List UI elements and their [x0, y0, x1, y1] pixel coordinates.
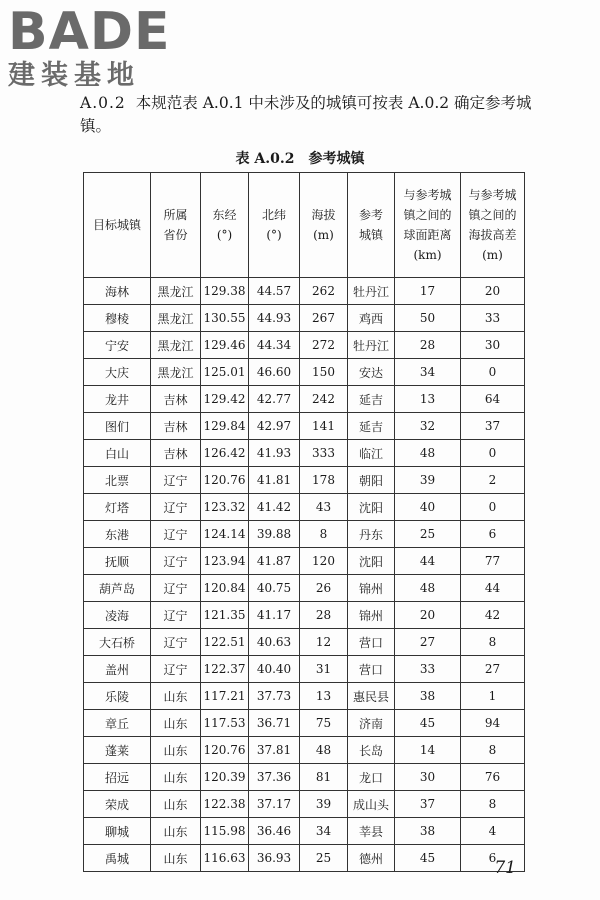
- table-row: [84, 710, 525, 737]
- table-row: [84, 791, 525, 818]
- cell-target-town: 凌海: [84, 602, 151, 629]
- cell-province: 黑龙江: [151, 332, 201, 359]
- cell-distance: 45: [395, 710, 461, 737]
- cell-reference-town: 延吉: [348, 386, 395, 413]
- cell-altitude: 262: [300, 278, 348, 305]
- cell-target-town: 盖州: [84, 656, 151, 683]
- cell-reference-town: 鸡西: [348, 305, 395, 332]
- cell-distance: 30: [395, 764, 461, 791]
- cell-altitude-diff: 44: [461, 575, 525, 602]
- cell-distance: 38: [395, 818, 461, 845]
- cell-target-town: 白山: [84, 440, 151, 467]
- cell-target-town: 图们: [84, 413, 151, 440]
- cell-altitude-diff: 94: [461, 710, 525, 737]
- cell-longitude: 120.39: [201, 764, 249, 791]
- cell-reference-town: 惠民县: [348, 683, 395, 710]
- cell-target-town: 大石桥: [84, 629, 151, 656]
- cell-reference-town: 营口: [348, 629, 395, 656]
- cell-latitude: 36.71: [249, 710, 300, 737]
- cell-distance: 39: [395, 467, 461, 494]
- cell-reference-town: 锦州: [348, 575, 395, 602]
- cell-reference-town: 锦州: [348, 602, 395, 629]
- cell-target-town: 蓬莱: [84, 737, 151, 764]
- cell-altitude: 13: [300, 683, 348, 710]
- cell-latitude: 44.57: [249, 278, 300, 305]
- cell-altitude-diff: 8: [461, 791, 525, 818]
- cell-latitude: 41.87: [249, 548, 300, 575]
- cell-province: 辽宁: [151, 656, 201, 683]
- cell-target-town: 北票: [84, 467, 151, 494]
- cell-latitude: 36.46: [249, 818, 300, 845]
- table-row: [84, 764, 525, 791]
- cell-altitude: 43: [300, 494, 348, 521]
- cell-longitude: 122.51: [201, 629, 249, 656]
- cell-longitude: 130.55: [201, 305, 249, 332]
- header-latitude: 北纬 (°): [249, 173, 300, 278]
- cell-altitude: 28: [300, 602, 348, 629]
- table-row: [84, 575, 525, 602]
- table-row: [84, 467, 525, 494]
- cell-target-town: 聊城: [84, 818, 151, 845]
- cell-altitude-diff: 0: [461, 440, 525, 467]
- cell-target-town: 大庆: [84, 359, 151, 386]
- cell-altitude: 75: [300, 710, 348, 737]
- cell-province: 黑龙江: [151, 278, 201, 305]
- cell-altitude-diff: 30: [461, 332, 525, 359]
- cell-altitude: 178: [300, 467, 348, 494]
- cell-reference-town: 牡丹江: [348, 278, 395, 305]
- table-header-row: [84, 173, 525, 278]
- cell-target-town: 葫芦岛: [84, 575, 151, 602]
- cell-reference-town: 沈阳: [348, 548, 395, 575]
- table-row: [84, 359, 525, 386]
- cell-distance: 33: [395, 656, 461, 683]
- cell-altitude: 81: [300, 764, 348, 791]
- logo-wordmark: BADE: [8, 2, 171, 62]
- cell-longitude: 116.63: [201, 845, 249, 872]
- cell-longitude: 129.84: [201, 413, 249, 440]
- cell-latitude: 40.63: [249, 629, 300, 656]
- cell-altitude-diff: 37: [461, 413, 525, 440]
- cell-longitude: 125.01: [201, 359, 249, 386]
- cell-latitude: 41.93: [249, 440, 300, 467]
- cell-reference-town: 济南: [348, 710, 395, 737]
- cell-province: 黑龙江: [151, 305, 201, 332]
- logo-subtitle: 建装基地: [8, 60, 140, 91]
- table-row: [84, 548, 525, 575]
- cell-longitude: 122.37: [201, 656, 249, 683]
- cell-distance: 13: [395, 386, 461, 413]
- cell-longitude: 120.76: [201, 737, 249, 764]
- cell-latitude: 41.17: [249, 602, 300, 629]
- cell-altitude-diff: 20: [461, 278, 525, 305]
- cell-longitude: 124.14: [201, 521, 249, 548]
- cell-distance: 50: [395, 305, 461, 332]
- cell-latitude: 37.81: [249, 737, 300, 764]
- cell-latitude: 40.75: [249, 575, 300, 602]
- cell-target-town: 招远: [84, 764, 151, 791]
- cell-province: 辽宁: [151, 575, 201, 602]
- cell-altitude-diff: 2: [461, 467, 525, 494]
- cell-distance: 17: [395, 278, 461, 305]
- cell-altitude-diff: 64: [461, 386, 525, 413]
- cell-distance: 34: [395, 359, 461, 386]
- clause-number: A.0.2: [80, 94, 126, 112]
- table-row: [84, 521, 525, 548]
- cell-province: 辽宁: [151, 521, 201, 548]
- table-title: 表 A.0.2 参考城镇: [235, 151, 365, 167]
- header-altitude: 海拔 (m): [300, 173, 348, 278]
- cell-distance: 38: [395, 683, 461, 710]
- cell-longitude: 120.76: [201, 467, 249, 494]
- cell-target-town: 乐陵: [84, 683, 151, 710]
- cell-altitude-diff: 4: [461, 818, 525, 845]
- cell-distance: 48: [395, 440, 461, 467]
- cell-province: 吉林: [151, 413, 201, 440]
- cell-longitude: 123.32: [201, 494, 249, 521]
- cell-altitude-diff: 77: [461, 548, 525, 575]
- cell-latitude: 37.17: [249, 791, 300, 818]
- cell-target-town: 抚顺: [84, 548, 151, 575]
- cell-longitude: 117.53: [201, 710, 249, 737]
- intro-paragraph: [80, 92, 550, 138]
- cell-latitude: 41.81: [249, 467, 300, 494]
- cell-distance: 14: [395, 737, 461, 764]
- cell-altitude-diff: 8: [461, 629, 525, 656]
- header-longitude: 东经 (°): [201, 173, 249, 278]
- table-body: [84, 278, 525, 872]
- table-row: [84, 440, 525, 467]
- table-row: [84, 656, 525, 683]
- cell-altitude: 8: [300, 521, 348, 548]
- cell-longitude: 117.21: [201, 683, 249, 710]
- cell-distance: 45: [395, 845, 461, 872]
- table-row: [84, 845, 525, 872]
- cell-distance: 25: [395, 521, 461, 548]
- cell-altitude: 150: [300, 359, 348, 386]
- cell-target-town: 灯塔: [84, 494, 151, 521]
- cell-reference-town: 龙口: [348, 764, 395, 791]
- table-row: [84, 305, 525, 332]
- cell-latitude: 42.97: [249, 413, 300, 440]
- cell-altitude: 141: [300, 413, 348, 440]
- cell-distance: 48: [395, 575, 461, 602]
- cell-reference-town: 德州: [348, 845, 395, 872]
- header-distance: 与参考城 镇之间的 球面距离 (km): [395, 173, 461, 278]
- cell-latitude: 36.93: [249, 845, 300, 872]
- cell-latitude: 42.77: [249, 386, 300, 413]
- cell-altitude: 34: [300, 818, 348, 845]
- cell-longitude: 115.98: [201, 818, 249, 845]
- table-row: [84, 386, 525, 413]
- cell-target-town: 荣成: [84, 791, 151, 818]
- page-number: 71: [494, 858, 516, 878]
- cell-altitude-diff: 6: [461, 521, 525, 548]
- table-row: [84, 332, 525, 359]
- header-target-town: 目标城镇: [84, 173, 151, 278]
- cell-altitude: 25: [300, 845, 348, 872]
- cell-latitude: 40.40: [249, 656, 300, 683]
- cell-province: 山东: [151, 737, 201, 764]
- cell-target-town: 海林: [84, 278, 151, 305]
- table-row: [84, 602, 525, 629]
- cell-target-town: 穆棱: [84, 305, 151, 332]
- cell-province: 黑龙江: [151, 359, 201, 386]
- cell-province: 辽宁: [151, 629, 201, 656]
- cell-target-town: 章丘: [84, 710, 151, 737]
- cell-altitude-diff: 0: [461, 494, 525, 521]
- cell-altitude: 26: [300, 575, 348, 602]
- cell-latitude: 37.73: [249, 683, 300, 710]
- cell-province: 山东: [151, 818, 201, 845]
- cell-altitude: 120: [300, 548, 348, 575]
- cell-reference-town: 朝阳: [348, 467, 395, 494]
- cell-altitude-diff: 6: [461, 845, 525, 872]
- cell-altitude-diff: 0: [461, 359, 525, 386]
- cell-altitude: 267: [300, 305, 348, 332]
- cell-altitude: 39: [300, 791, 348, 818]
- cell-reference-town: 牡丹江: [348, 332, 395, 359]
- cell-longitude: 120.84: [201, 575, 249, 602]
- table-row: [84, 278, 525, 305]
- cell-province: 辽宁: [151, 467, 201, 494]
- cell-province: 山东: [151, 710, 201, 737]
- cell-province: 辽宁: [151, 602, 201, 629]
- cell-longitude: 123.94: [201, 548, 249, 575]
- table-row: [84, 494, 525, 521]
- cell-reference-town: 成山头: [348, 791, 395, 818]
- cell-altitude-diff: 1: [461, 683, 525, 710]
- cell-latitude: 44.34: [249, 332, 300, 359]
- cell-reference-town: 莘县: [348, 818, 395, 845]
- cell-province: 吉林: [151, 386, 201, 413]
- cell-reference-town: 安达: [348, 359, 395, 386]
- cell-altitude: 272: [300, 332, 348, 359]
- cell-altitude-diff: 42: [461, 602, 525, 629]
- table-row: [84, 818, 525, 845]
- cell-province: 辽宁: [151, 548, 201, 575]
- cell-altitude: 242: [300, 386, 348, 413]
- cell-target-town: 禹城: [84, 845, 151, 872]
- cell-distance: 32: [395, 413, 461, 440]
- cell-altitude: 12: [300, 629, 348, 656]
- cell-longitude: 122.38: [201, 791, 249, 818]
- cell-longitude: 126.42: [201, 440, 249, 467]
- cell-reference-town: 丹东: [348, 521, 395, 548]
- table-row: [84, 683, 525, 710]
- cell-reference-town: 长岛: [348, 737, 395, 764]
- cell-province: 辽宁: [151, 494, 201, 521]
- reference-towns-table: [83, 172, 525, 872]
- cell-latitude: 39.88: [249, 521, 300, 548]
- cell-altitude: 31: [300, 656, 348, 683]
- cell-target-town: 龙井: [84, 386, 151, 413]
- cell-distance: 37: [395, 791, 461, 818]
- cell-province: 山东: [151, 683, 201, 710]
- cell-reference-town: 营口: [348, 656, 395, 683]
- cell-distance: 28: [395, 332, 461, 359]
- cell-altitude: 333: [300, 440, 348, 467]
- cell-altitude-diff: 8: [461, 737, 525, 764]
- cell-target-town: 宁安: [84, 332, 151, 359]
- table-row: [84, 737, 525, 764]
- table-row: [84, 413, 525, 440]
- cell-latitude: 41.42: [249, 494, 300, 521]
- cell-province: 吉林: [151, 440, 201, 467]
- cell-altitude-diff: 76: [461, 764, 525, 791]
- cell-longitude: 121.35: [201, 602, 249, 629]
- cell-altitude-diff: 33: [461, 305, 525, 332]
- header-province: 所属 省份: [151, 173, 201, 278]
- cell-altitude-diff: 27: [461, 656, 525, 683]
- logo: [8, 4, 171, 92]
- cell-reference-town: 延吉: [348, 413, 395, 440]
- cell-province: 山东: [151, 791, 201, 818]
- cell-reference-town: 临江: [348, 440, 395, 467]
- cell-distance: 40: [395, 494, 461, 521]
- cell-province: 山东: [151, 845, 201, 872]
- cell-altitude: 48: [300, 737, 348, 764]
- cell-target-town: 东港: [84, 521, 151, 548]
- cell-latitude: 37.36: [249, 764, 300, 791]
- cell-province: 山东: [151, 764, 201, 791]
- header-reference-town: 参考 城镇: [348, 173, 395, 278]
- header-altitude-diff: 与参考城 镇之间的 海拔高差 (m): [461, 173, 525, 278]
- cell-latitude: 44.93: [249, 305, 300, 332]
- cell-reference-town: 沈阳: [348, 494, 395, 521]
- cell-longitude: 129.46: [201, 332, 249, 359]
- table-row: [84, 629, 525, 656]
- clause-text: 本规范表 A.0.1 中未涉及的城镇可按表 A.0.2 确定参考城镇。: [80, 94, 532, 135]
- cell-distance: 27: [395, 629, 461, 656]
- cell-longitude: 129.42: [201, 386, 249, 413]
- cell-distance: 20: [395, 602, 461, 629]
- cell-longitude: 129.38: [201, 278, 249, 305]
- cell-latitude: 46.60: [249, 359, 300, 386]
- cell-distance: 44: [395, 548, 461, 575]
